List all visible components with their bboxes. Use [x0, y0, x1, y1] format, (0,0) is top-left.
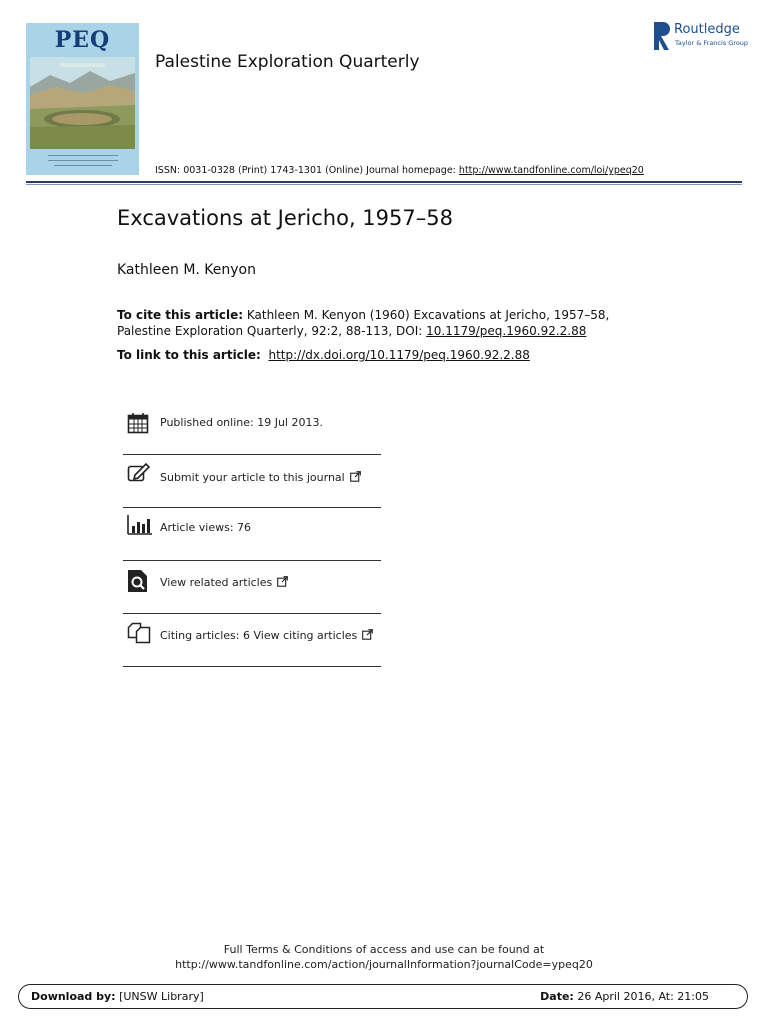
- citing-documents-icon: [127, 622, 151, 644]
- download-by-label: Download by:: [31, 990, 116, 1003]
- published-online-row: [123, 408, 381, 456]
- download-date: [540, 990, 709, 1003]
- article-doi-link[interactable]: http://dx.doi.org/10.1179/peq.1960.92.2.88: [268, 348, 530, 362]
- metric-divider: [123, 560, 381, 561]
- related-articles-row[interactable]: [123, 567, 381, 615]
- date-label: Date:: [540, 990, 574, 1003]
- journal-homepage-link[interactable]: http://www.tandfonline.com/loi/ypeq20: [458, 165, 644, 176]
- cover-text-line: [48, 155, 118, 156]
- cover-landscape-illustration: [30, 57, 135, 149]
- download-by: [31, 990, 204, 1003]
- download-info-bar: [18, 984, 748, 1009]
- article-title: Excavations at Jericho, 1957–58: [117, 206, 453, 230]
- citation-block: [117, 307, 637, 339]
- cite-text: Kathleen M. Kenyon (1960) Excavations at Jericho, 1957–58, Palestine Exploration Quarterly, 92:2, 88-113, DOI:: [117, 308, 610, 338]
- issn-text: ISSN: 0031-0328 (Print) 1743-1301 (Online) Journal homepage:: [155, 165, 459, 176]
- routledge-logo[interactable]: [654, 22, 749, 52]
- terms-url-link[interactable]: http://www.tandfonline.com/action/journalInformation?journalCode=ypeq20: [175, 958, 593, 971]
- journal-name: Palestine Exploration Quarterly: [155, 52, 420, 72]
- issn-line: [155, 165, 644, 176]
- calendar-icon: [127, 412, 149, 434]
- external-link-icon: [350, 471, 361, 482]
- terms-notice: [0, 942, 768, 972]
- date-value: 26 April 2016, At: 21:05: [573, 990, 709, 1003]
- cover-text-line: [48, 160, 118, 161]
- metric-divider: [123, 613, 381, 614]
- citing-articles-label: Citing articles: 6 View citing articles: [160, 629, 358, 642]
- submit-article-row[interactable]: [123, 462, 381, 510]
- metric-divider: [123, 507, 381, 508]
- external-link-icon: [277, 576, 288, 587]
- header-divider: [26, 181, 742, 183]
- submit-article-link[interactable]: [160, 471, 361, 484]
- metric-divider: [123, 666, 381, 667]
- cite-doi-link[interactable]: 10.1179/peq.1960.92.2.88: [426, 324, 587, 338]
- download-by-value: [UNSW Library]: [115, 990, 204, 1003]
- citing-articles-row[interactable]: [123, 620, 381, 668]
- cover-title: PEQ: [54, 27, 111, 53]
- routledge-r-icon: [654, 22, 670, 50]
- related-articles-link[interactable]: [160, 576, 288, 589]
- publisher-brand: Routledge: [674, 22, 740, 37]
- article-views-row: [123, 514, 381, 562]
- article-link-line: [117, 348, 530, 362]
- journal-cover-image: [26, 23, 139, 175]
- cover-text-line: [54, 165, 112, 166]
- submit-article-label: Submit your article to this journal: [160, 471, 345, 484]
- publisher-tagline: Taylor & Francis Group: [675, 39, 749, 47]
- terms-line: Full Terms & Conditions of access and use can be found at: [223, 943, 545, 956]
- external-link-icon: [362, 629, 373, 640]
- header-divider-thin: [26, 184, 742, 185]
- related-articles-label: View related articles: [160, 576, 273, 589]
- edit-icon: [127, 462, 151, 484]
- published-online-label: Published online: 19 Jul 2013.: [160, 416, 323, 429]
- citing-articles-link[interactable]: [160, 629, 373, 642]
- cite-label: To cite this article:: [117, 308, 244, 322]
- bar-chart-icon: [127, 514, 153, 536]
- metric-divider: [123, 454, 381, 455]
- article-views-label: Article views: 76: [160, 521, 252, 534]
- article-author: Kathleen M. Kenyon: [117, 262, 256, 278]
- link-label: To link to this article:: [117, 348, 261, 362]
- document-search-icon: [127, 569, 149, 593]
